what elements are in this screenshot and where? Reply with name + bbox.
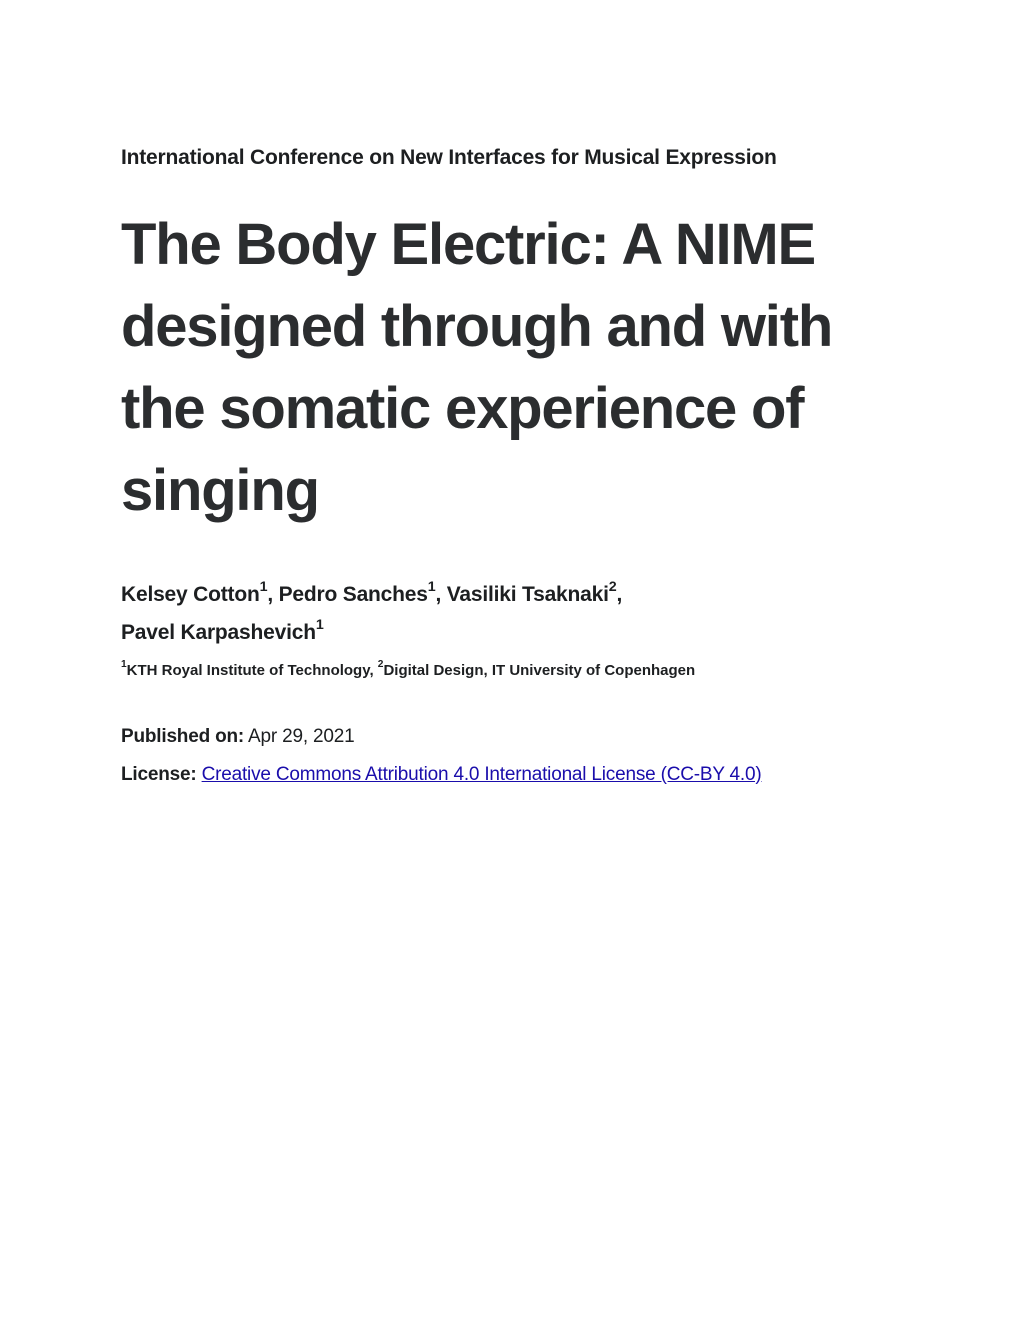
article-title: The Body Electric: A NIME designed through and with the somatic experience of singing: [121, 212, 833, 523]
affiliation-marker: 2: [377, 659, 384, 671]
author-separator: ,: [616, 583, 623, 606]
author-affiliation-marker: 2: [608, 578, 617, 595]
author-affiliation-marker: 1: [427, 578, 436, 595]
author-affiliation-marker: 1: [259, 578, 268, 595]
author-list: [121, 576, 821, 652]
published-row: [121, 726, 354, 748]
license-label: License:: [121, 764, 197, 785]
author-name: Pavel Karpashevich: [121, 621, 316, 644]
author-name: Vasiliki Tsaknaki: [446, 583, 609, 606]
affiliation-name: Digital Design, IT University of Copenhagen: [383, 662, 696, 679]
author-name: Kelsey Cotton: [121, 583, 260, 606]
author-affiliation-marker: 1: [315, 616, 324, 633]
license-link[interactable]: Creative Commons Attribution 4.0 International License (CC-BY 4.0): [201, 764, 762, 785]
author-name: Pedro Sanches: [278, 583, 428, 606]
license-row: [121, 764, 761, 786]
affiliation-marker: 1: [121, 659, 127, 671]
affiliation-name: KTH Royal Institute of Technology: [126, 662, 370, 679]
affiliation-list: [121, 659, 696, 679]
author-separator: ,: [435, 583, 447, 606]
journal-name: International Conference on New Interfaces for Musical Expression: [121, 146, 777, 169]
published-label: Published on:: [121, 726, 245, 747]
affiliation-separator: ,: [369, 662, 378, 679]
published-date: Apr 29, 2021: [248, 726, 355, 747]
author-separator: ,: [267, 583, 279, 606]
